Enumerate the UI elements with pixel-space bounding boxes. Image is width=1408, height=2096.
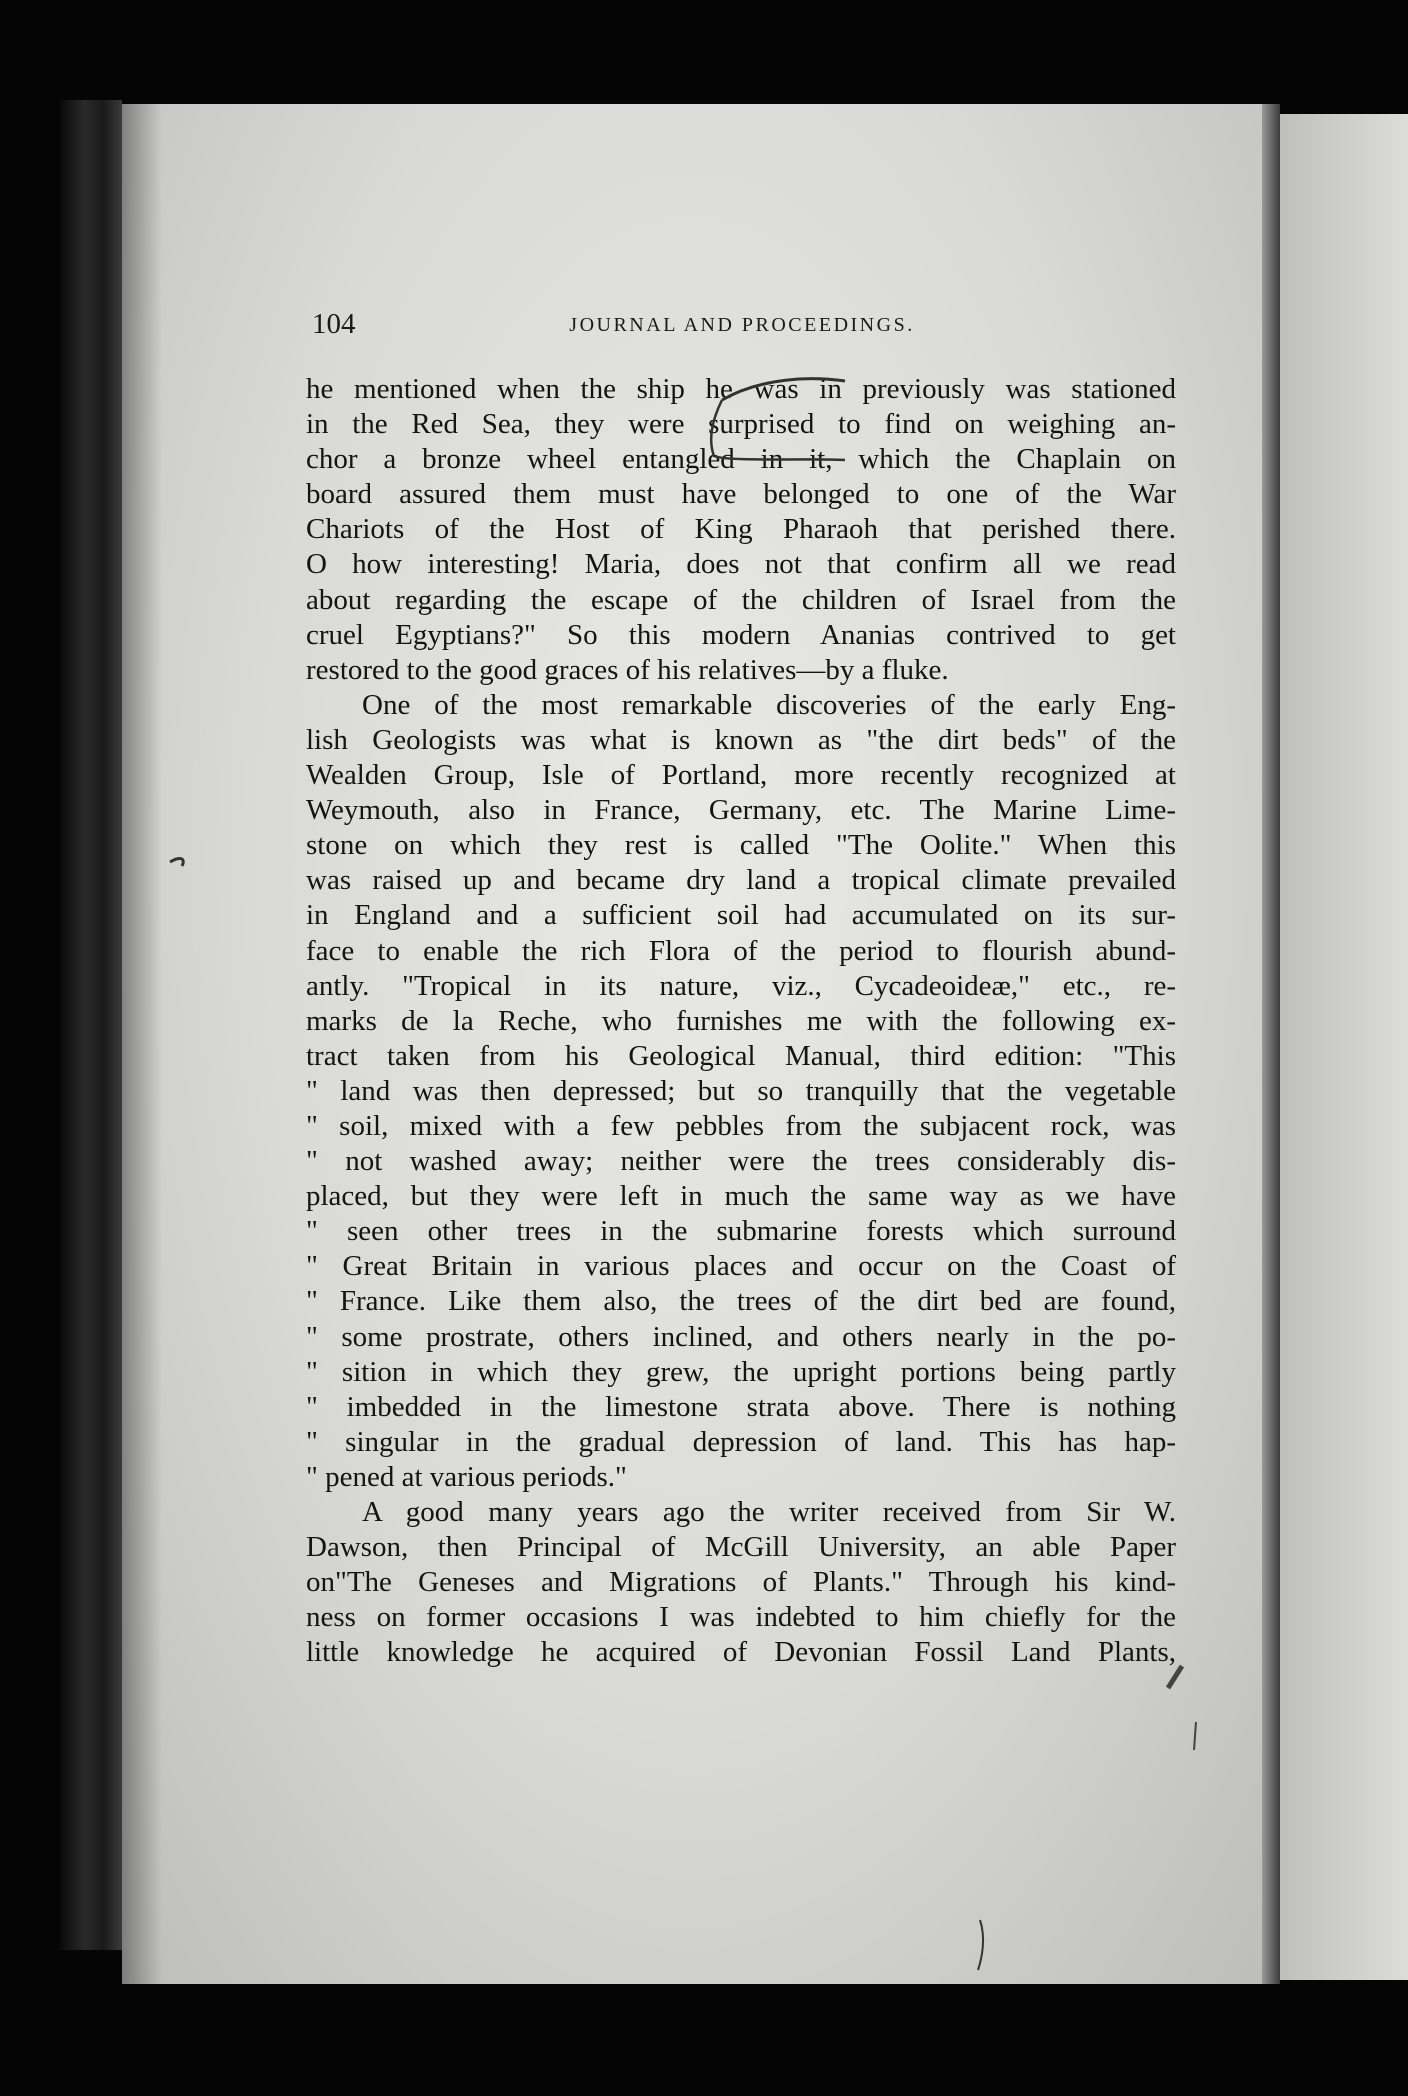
text-line: " sition in which they grew, the upright portions being partly [306,1355,1176,1388]
text-line: ness on former occasions I was indebted to him chiefly for the [306,1601,1176,1634]
text-line: in the Red Sea, they were surprised to find on weighing an- [306,408,1176,441]
text-line: in England and a sufficient soil had accumulated on its sur- [306,899,1176,932]
text-line: tract taken from his Geological Manual, third edition: "This [306,1039,1176,1072]
text-line: " seen other trees in the submarine forests which surround [306,1215,1176,1248]
text-line: marks de la Reche, who furnishes me with the following ex- [306,1004,1176,1037]
text-line: placed, but they were left in much the same way as we have [306,1180,1176,1213]
text-line: he mentioned when the ship he was in previously was stationed [306,373,1176,405]
body-text [306,372,1176,1670]
text-line: little knowledge he acquired of Devonian Fossil Land Plants, [306,1636,1176,1669]
text-line: restored to the good graces of his relatives—by a fluke. [306,653,949,686]
text-line: lish Geologists was what is known as "the dirt beds" of the [306,723,1176,756]
text-line: about regarding the escape of the children of Israel from the [306,583,1176,616]
text-line: " singular in the gradual depression of land. This has hap- [306,1425,1176,1458]
book-spine-edge [60,100,122,1950]
text-line: A good many years ago the writer received from Sir W. [362,1496,1176,1528]
text-line: Wealden Group, Isle of Portland, more recently recognized at [306,759,1176,792]
text-line: " imbedded in the limestone strata above. There is nothing [306,1390,1176,1423]
page-gutter [1262,104,1280,1984]
page-shadow [122,104,162,1984]
text-line: was raised up and became dry land a tropical climate prevailed [306,864,1176,897]
running-head: JOURNAL AND PROCEEDINGS. [569,314,915,336]
text-line: Chariots of the Host of King Pharaoh that perished there. [306,513,1176,546]
text-line: cruel Egyptians?" So this modern Ananias contrived to get [306,618,1176,651]
adjacent-page-edge [1280,114,1408,1980]
text-line: stone on which they rest is called "The Oolite." When this [306,829,1176,862]
page-number: 104 [312,308,356,340]
text-line: on"The Geneses and Migrations of Plants." Through his kind- [306,1566,1176,1599]
text-line: Weymouth, also in France, Germany, etc. The Marine Lime- [306,794,1176,827]
text-line: chor a bronze wheel entangled in it, which the Chaplain on [306,443,1176,476]
text-line: One of the most remarkable discoveries of the early Eng- [362,688,1176,721]
text-line: " Great Britain in various places and occur on the Coast of [306,1250,1176,1283]
text-line: face to enable the rich Flora of the period to flourish abund- [306,934,1176,967]
text-line: board assured them must have belonged to one of the War [306,478,1176,511]
text-line: Dawson, then Principal of McGill University, an able Paper [306,1531,1176,1564]
text-line: " land was then depressed; but so tranquilly that the vegetable [306,1074,1176,1107]
text-line: " pened at various periods." [306,1460,627,1493]
text-line: " some prostrate, others inclined, and others nearly in the po- [306,1320,1176,1353]
text-line: O how interesting! Maria, does not that confirm all we read [306,548,1176,581]
text-line: antly. "Tropical in its nature, viz., Cycadeoideæ," etc., re- [306,969,1176,1002]
text-line: " France. Like them also, the trees of the dirt bed are found, [306,1285,1176,1318]
text-line: " not washed away; neither were the trees considerably dis- [306,1145,1176,1178]
text-line: " soil, mixed with a few pebbles from the subjacent rock, was [306,1109,1176,1142]
